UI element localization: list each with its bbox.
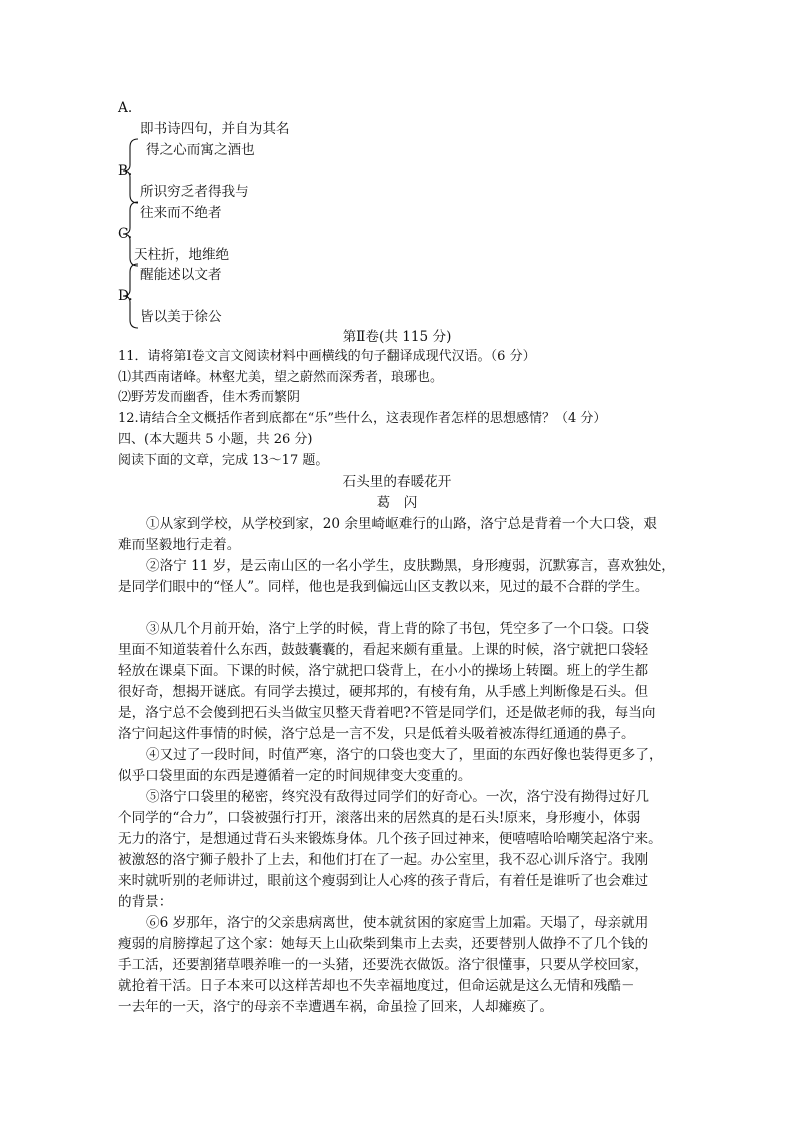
paragraph-2-line-1: ②洛宁 11 岁，是云南山区的一名小学生，皮肤黝黑，身形瘦弱，沉默寡言，喜欢独处， bbox=[146, 558, 675, 574]
paragraph-5-line-1: ⑤洛宁口袋里的秘密，终究没有敌得过同学们的好奇心。一次，洛宁没有拗得过好几 bbox=[146, 789, 649, 805]
paragraph-3-line-6: 洛宁问起这件事情的时候，洛宁总是一言不发，只是低着头吸着被冻得红通通的鼻子。 bbox=[118, 726, 635, 742]
question-11-item-1: ⑴其西南诸峰。林壑尤美，望之蔚然而深秀者，琅琊也。 bbox=[118, 370, 444, 385]
paragraph-5-line-3: 无力的洛宁，是想通过背石头来锻炼身体。几个孩子回过神来，便嘻嘻哈哈嘲笑起洛宁来。 bbox=[118, 831, 662, 847]
question-11-item-2: ⑵野芳发而幽香，佳木秀而繁阴 bbox=[118, 390, 301, 405]
part-four-heading: 四、(本大题共 5 小题，共 26 分) bbox=[118, 432, 313, 447]
reading-instruction: 阅读下面的文章，完成 13～17 题。 bbox=[118, 453, 329, 468]
option-a-label: A. bbox=[118, 100, 133, 116]
section-title: 第Ⅱ卷(共 115 分) bbox=[342, 329, 452, 345]
option-a-line: 即书诗四句，并自为其名 bbox=[140, 121, 290, 137]
paragraph-5-line-5: 来时就听别的老师讲过，眼前这个瘦弱到让人心疼的孩子背后，有着任是谁听了也会难过 bbox=[118, 873, 649, 889]
option-d-label: D. bbox=[118, 288, 133, 304]
option-c-label: C. bbox=[118, 226, 133, 242]
paragraph-1-line-1: ①从家到学校，从学校到家，20 余里崎岖难行的山路，洛宁总是背着一个大口袋，艰 bbox=[146, 516, 657, 532]
paragraph-4-line-1: ④又过了一段时间，时值严寒，洛宁的口袋也变大了，里面的东西好像也装得更多了， bbox=[146, 747, 663, 763]
option-c-line2: 天柱折，地维绝 bbox=[134, 247, 230, 263]
paragraph-5-line-4: 被激怒的洛宁狮子般扑了上去，和他们打在了一起。办公室里，我不忍心训斥洛宁。我刚 bbox=[118, 852, 649, 868]
paragraph-6-line-3: 手工活，还要割猪草喂养唯一的一头猪，还要洗衣做饭。洛宁很懂事，只要从学校回家， bbox=[118, 957, 649, 973]
question-11: 11．请将第Ⅰ卷文言文阅读材料中画横线的句子翻译成现代汉语。（6 分） bbox=[118, 349, 536, 364]
option-b-line2: 所识穷乏者得我与 bbox=[140, 184, 249, 200]
brace-b bbox=[118, 137, 140, 205]
option-c-line1: 往来而不绝者 bbox=[140, 205, 222, 221]
paragraph-3-line-4: 很好奇，想揭开谜底。有同学去摸过，硬邦邦的，有棱有角，从手感上判断像是石头。但 bbox=[118, 684, 649, 700]
option-b-line1: 得之心而寓之酒也 bbox=[146, 142, 255, 158]
paragraph-3-line-1: ③从几个月前开始，洛宁上学的时候，背上背的除了书包，凭空多了一个口袋。口袋 bbox=[146, 621, 649, 637]
paragraph-6-line-2: 瘦弱的肩膀撑起了这个家：她每天上山砍柴到集市上去卖，还要替别人做挣不了几个钱的 bbox=[118, 936, 649, 952]
paragraph-4-line-2: 似乎口袋里面的东西是遵循着一定的时间规律变大变重的。 bbox=[118, 768, 472, 784]
option-d-line2: 皆以美于徐公 bbox=[140, 309, 222, 325]
paragraph-2-line-2: 是同学们眼中的“怪人”。同样，他也是我到偏远山区支教以来，见过的最不合群的学生。 bbox=[118, 579, 649, 595]
paragraph-1-line-2: 难而坚毅地行走着。 bbox=[118, 537, 241, 553]
option-d-line1: 醒能述以文者 bbox=[140, 267, 222, 283]
article-author: 葛 闪 bbox=[376, 495, 418, 511]
paragraph-3-line-3: 轻放在课桌下面。下课的时候，洛宁就把口袋背上，在小小的操场上转圈。班上的学生都 bbox=[118, 663, 649, 679]
paragraph-3-line-5: 是，洛宁总不会傻到把石头当做宝贝整天背着吧?不管是同学们，还是做老师的我，每当向 bbox=[118, 705, 656, 721]
question-12: 12.请结合全文概括作者到底都在“乐”些什么，这表现作者怎样的思想感情？（4 分） bbox=[118, 411, 607, 426]
article-title: 石头里的春暖花开 bbox=[342, 474, 452, 490]
paragraph-6-line-4: 就抢着干活。日子本来可以这样苦却也不失幸福地度过，但命运就是这么无情和残酷－ bbox=[118, 978, 635, 994]
paragraph-6-line-1: ⑥6 岁那年，洛宁的父亲患病离世，使本就贫困的家庭雪上加霜。天塌了，母亲就用 bbox=[146, 915, 649, 931]
paragraph-5-line-2: 个同学的“合力”，口袋被强行打开，滚落出来的居然真的是石头!原来，身形瘦小，体弱 bbox=[118, 810, 641, 826]
paragraph-5-line-6: 的背景： bbox=[118, 894, 173, 910]
option-b-label: B. bbox=[118, 163, 133, 179]
paragraph-6-line-5: 一去年的一天，洛宁的母亲不幸遭遇车祸，命虽捡了回来，人却瘫痪了。 bbox=[118, 999, 553, 1015]
paragraph-3-line-2: 里面不知道装着什么东西，鼓鼓囊囊的，看起来颇有重量。上课的时候，洛宁就把口袋轻 bbox=[118, 642, 649, 658]
brace-d bbox=[118, 262, 140, 330]
